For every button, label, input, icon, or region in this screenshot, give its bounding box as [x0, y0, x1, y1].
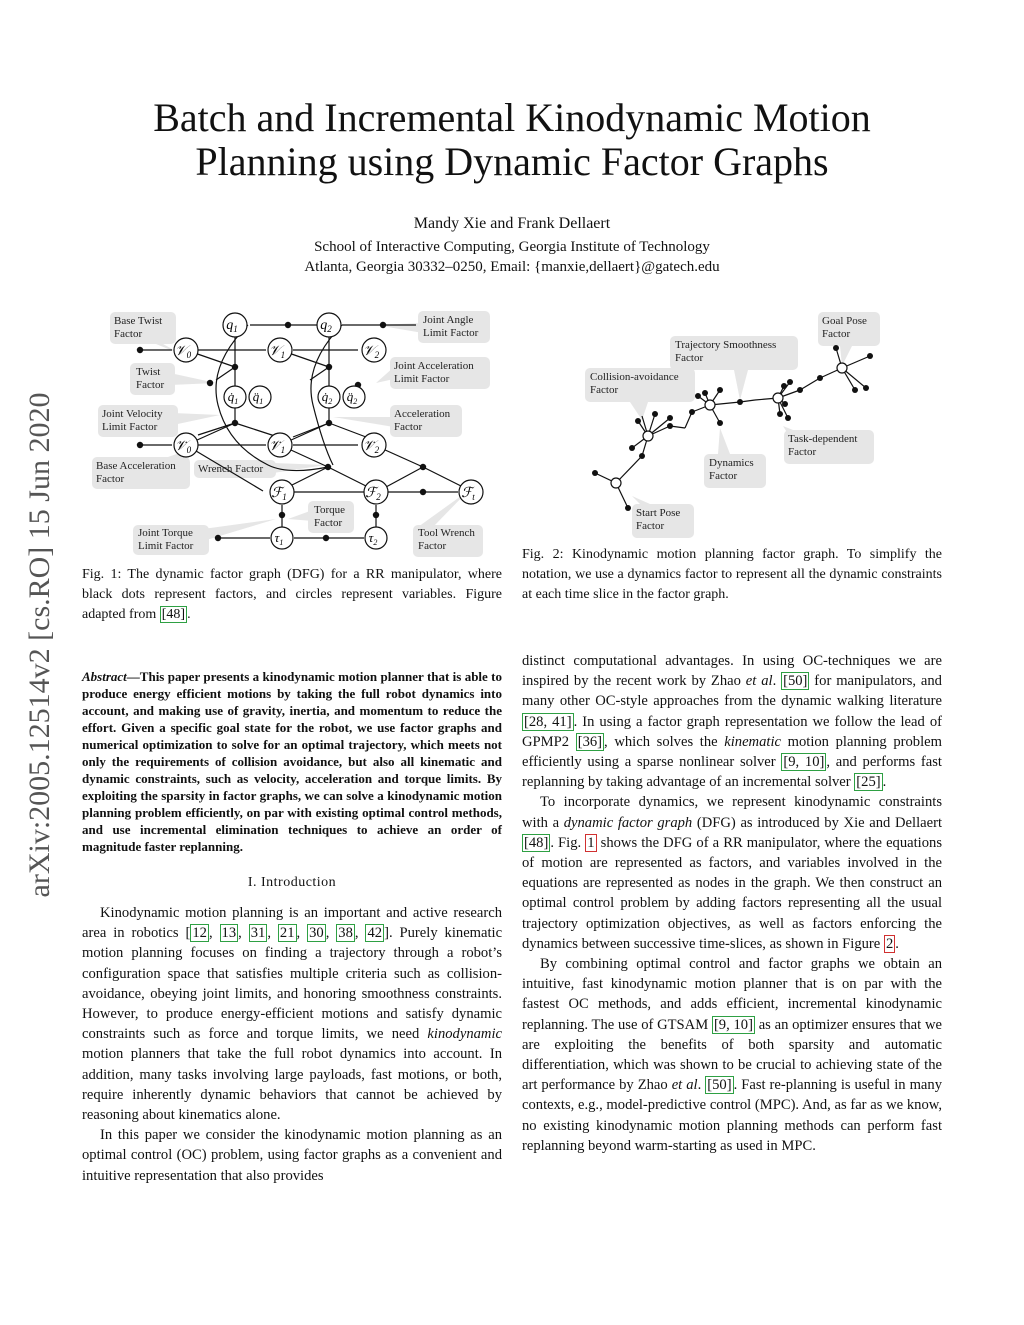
figure-ref[interactable]: 2 [885, 935, 894, 952]
citation[interactable]: [9, 10] [783, 754, 825, 771]
node-F1: ℱ$_1$ [271, 486, 287, 502]
node-Vd0: $𝒱̇_0$ [174, 439, 192, 455]
node-V0: 𝒱$_0$ [174, 344, 192, 360]
text: as an optimizer ensures that we are exploiting the benefits of both sparsity and automatic differentiation, which was shown to be crucial to achieving state of the art performance by Zhao [522, 1016, 942, 1094]
node-tau2: $\tau_2$ [368, 530, 378, 547]
citation[interactable]: 21 [279, 925, 295, 942]
fig1-caption-end: . [187, 607, 191, 622]
text: . Fast re-planning is useful in many contexts, e.g., model-predictive control (MPC). And, as far as we know, no existing kinodynamic motion planning methods can perform fast replanning beyond warm-starting as used in MPC. [522, 1077, 942, 1154]
right-paragraph-3 [522, 954, 942, 1156]
text: By combining optimal control and factor graphs we obtain an intuitive, fast kinodynamic motion planner that is on par with the fastest OC methods, and adds efficient, incremental kinodynamic replanning. The use of GTSAM [522, 956, 942, 1033]
right-paragraph-2 [522, 792, 942, 954]
citation[interactable]: [50] [783, 673, 808, 690]
address-email: Atlanta, Georgia 30332–0250, Email: {manxie,dellaert}@gatech.edu [304, 259, 720, 275]
label-torque: Torque Factor [314, 504, 345, 529]
label-start-pose: Start Pose Factor [636, 507, 681, 532]
node-qdd1: $q̈_1$ [252, 389, 264, 406]
citation[interactable]: [50] [707, 1077, 732, 1094]
label-acceleration: Acceleration Factor [394, 408, 451, 433]
label-tool-wrench: Tool Wrench Factor [418, 527, 475, 552]
label-goal-pose: Goal Pose Factor [822, 315, 867, 340]
label-collision-avoidance: Collision-avoidance Factor [590, 371, 679, 396]
fig1-citation[interactable]: [48] [161, 607, 186, 622]
citation[interactable]: [25] [856, 774, 881, 791]
citation[interactable]: 30 [309, 925, 324, 942]
label-joint-acceleration: Joint Acceleration Limit Factor [394, 360, 474, 385]
text: , and performs fast replanning by taking advantage of an incremental solver [522, 754, 942, 791]
node-qd2: $q̇_2$ [321, 389, 333, 406]
figure-2-factor-graph [580, 308, 890, 540]
authors: Mandy Xie and Frank Dellaert [413, 215, 611, 232]
bubble-tail [333, 417, 394, 427]
figure-1-dfg [88, 305, 508, 560]
node-Ft: ℱ$_t$ [461, 486, 475, 502]
citation[interactable]: 12 [192, 925, 207, 942]
label-wrench: Wrench Factor [198, 463, 264, 475]
text: shows the DFG of a RR manipulator, where the equations of motion are represented as factors, and variables involved in the equations are represented as nodes in the graph. We then construct an optimal control problem by adding factors representing all the usual trajectory optimization objectives, as well as factors enforcing the dynamics between successive time-slices, as shown in Figure [522, 834, 943, 952]
affiliation: School of Interactive Computing, Georgia Institute of Technology [314, 239, 710, 255]
citation[interactable]: [36] [577, 733, 603, 750]
label-base-twist: Base Twist Factor [114, 315, 163, 340]
paper-title [0, 96, 1024, 184]
text: motion planners that take the full robot dynamics into account. In addition, many tasks involving large payloads, fast motions, or both, require inherently dynamic behaviors that cannot be achieved by reasoning about kinematics alone. [82, 1046, 502, 1124]
figure-ref[interactable]: 1 [587, 834, 595, 851]
node-Vd2: $𝒱̇_2$ [362, 439, 380, 455]
right-paragraph-1 [522, 651, 942, 792]
text: (DFG) as introduced by Xie and Dellaert [692, 814, 942, 831]
fig1-caption-text: Fig. 1: The dynamic factor graph (DFG) for a RR manipulator, where black dots represent factors, and circles represent variables. Figure adapted from [82, 567, 502, 622]
label-twist: Twist Factor [136, 366, 165, 391]
emphasis: et al [745, 673, 773, 690]
citation[interactable]: [9, 10] [713, 1016, 753, 1033]
text: . [697, 1077, 706, 1094]
text: . Fig. [550, 834, 586, 851]
citation[interactable]: 38 [338, 925, 353, 942]
abstract-text: —This paper presents a kinodynamic motion planner that is able to produce energy efficient motions by taking the full robot dynamics into account, and making use of gravity, inertia, and momentum to reduce the effort. Given a specific goal state for the robot, we use factor graphs and numerical optimization to solve for an optimal trajectory, which meets not only the requirements of collision avoidance, but also all kinematic and dynamic constraints, such as velocity, acceleration and torque limits. By exploiting the sparsity in factor graphs, we can solve a kinodynamic motion planning problem efficiently, on par with existing optimal control methods, and use incremental elimination techniques to achieve an order of magnitude faster replanning. [82, 669, 502, 854]
label-task-dependent: Task-dependent Factor [788, 433, 858, 458]
section-heading-introduction: I. Introduction [247, 875, 337, 890]
emphasis: et al [671, 1077, 698, 1094]
citation[interactable]: 31 [250, 925, 266, 942]
text: . [882, 774, 887, 791]
label-joint-angle: Joint Angle Limit Factor [423, 314, 479, 339]
text: distinct computational advantages. In using OC-techniques we are inspired by the recent work by Zhao [522, 653, 942, 690]
text: . In using a factor graph representation we follow the lead of GPMP2 [522, 713, 942, 750]
node-q1: $q_1$ [226, 318, 238, 334]
introduction-body [82, 903, 502, 1186]
emphasis: kinematic [724, 733, 781, 750]
citation[interactable]: 42 [367, 925, 383, 942]
node-Vd1: $𝒱̇_1$ [268, 439, 286, 455]
intro-paragraph-2: In this paper we consider the kinodynamic motion planning as an optimal control (OC) problem, using factor graphs as a convenient and intuitive representation that also provides [82, 1127, 502, 1184]
text: . [772, 673, 782, 690]
node-V2: 𝒱$_2$ [362, 344, 380, 360]
citation[interactable]: [48] [524, 834, 549, 851]
fig2-label-texts [590, 315, 867, 532]
label-joint-torque: Joint Torque Limit Factor [138, 527, 194, 552]
left-column [82, 668, 502, 1186]
node-V1: 𝒱$_1$ [268, 344, 286, 360]
bubble-tail [173, 413, 220, 425]
node-F2: ℱ$_2$ [365, 486, 381, 502]
citation[interactable]: 13 [221, 925, 237, 942]
label-base-acceleration: Base Acceleration Factor [96, 460, 176, 485]
intro-paragraph-1: Kinodynamic motion planning is an important and active research area in robotics [ 12 , 13 , 31 , 21 , 30 , 38 , 42 ]. Purely kinematic motion planning focuses on finding a trajectory through a robot’s configuration space that satisfies multiple criteria such as collision-avoidance, obeying joint limits, and honoring smoothness constraints. However, to produce energy-efficient motions and satisfy dynamic constraints such as force and torque limits, we need kinodynamic motion planners that take the full robot dynamics into account. In addition, many tasks involving large payloads, fast motions, or both, require inherently dynamic behaviors that cannot be achieved by reasoning about kinematics alone. [82, 905, 503, 1124]
node-tau1: $\tau_1$ [274, 530, 284, 547]
label-dynamics: Dynamics Factor [709, 457, 754, 482]
text: motion planning problem efficiently using a sparse nonlinear solver [522, 733, 942, 771]
emphasis: dynamic factor graph [563, 814, 693, 831]
abstract-heading: Abstract [82, 669, 127, 684]
label-joint-velocity: Joint Velocity Limit Factor [102, 408, 163, 433]
bubble-tail [288, 511, 313, 521]
text: for manipulators, and many other OC-style approaches from the dynamic walking literature [522, 673, 942, 710]
figure-2-caption: Fig. 2: Kinodynamic motion planning factor graph. To simplify the notation, we use a dynamics factor to represent all the dynamic constraints at each time slice in the factor graph. [522, 547, 942, 602]
text: To incorporate dynamics, we represent kinodynamic constraints with a [522, 794, 942, 831]
text: . Purely kinematic motion planning focuses on finding a trajectory through a robot’s configuration space that satisfies multiple criteria such as collision-avoidance, obeying joint limits, and honoring smoothness constraints. However, to produce energy-efficient motions and satisfy dynamic constraints such as force and torque limits, we need [82, 925, 503, 1043]
figure-1-caption [82, 565, 502, 625]
text: . [895, 935, 899, 952]
abstract [82, 668, 502, 855]
node-qdd2: $q̈_2$ [346, 389, 358, 406]
node-qd1: $q̇_1$ [227, 389, 239, 406]
affiliation-block [0, 237, 1024, 277]
text: , which solves the [604, 733, 725, 750]
title-line-2: Planning using Dynamic Factor Graphs [195, 139, 829, 184]
text: Kinodynamic motion planning is an important and active research area in robotics [82, 905, 502, 942]
citation[interactable]: [28, 41] [524, 713, 572, 730]
title-line-1: Batch and Incremental Kinodynamic Motion [153, 95, 871, 140]
label-trajectory-smoothness: Trajectory Smoothness Factor [675, 339, 777, 364]
node-q2: $q_2$ [320, 318, 332, 334]
arxiv-stamp [10, 345, 70, 945]
emphasis: kinodynamic [427, 1026, 502, 1043]
arxiv-id: arXiv:2005.12514v2 [cs.RO] 15 Jun 2020 [23, 392, 56, 898]
right-column [522, 651, 942, 1156]
